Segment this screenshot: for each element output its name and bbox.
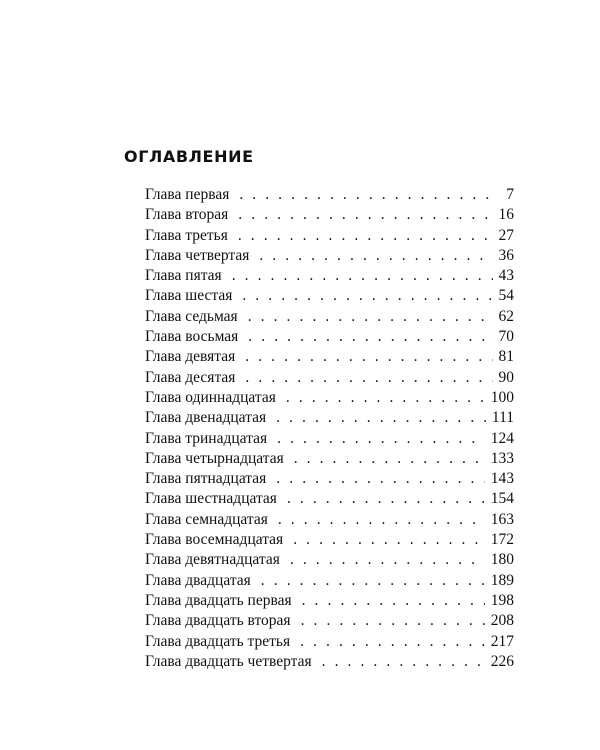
toc-entry-page: 217	[490, 632, 514, 650]
toc-entry-page: 70	[498, 328, 514, 346]
toc-dot-leader	[300, 632, 485, 652]
toc-entry	[145, 226, 514, 246]
toc-entry-page: 16	[498, 206, 514, 224]
toc-dot-leader	[276, 469, 484, 489]
toc-entry	[145, 327, 514, 347]
toc-entry-title: Глава двадцать вторая	[145, 612, 291, 630]
toc-dot-leader	[238, 205, 492, 225]
toc-entry-page: 189	[490, 571, 514, 589]
toc-entry-title: Глава двенадцатая	[145, 409, 267, 427]
toc-entry	[145, 429, 514, 449]
toc-dot-leader	[239, 185, 498, 205]
toc-entry	[145, 368, 514, 388]
toc-entry-page: 43	[498, 267, 514, 285]
toc-dot-leader	[248, 307, 493, 327]
toc-entry	[145, 449, 514, 469]
toc-entry	[145, 388, 514, 408]
toc-entry-page: 208	[490, 612, 514, 630]
toc-entry-page: 27	[498, 226, 514, 244]
toc-entry-page: 172	[490, 531, 514, 549]
toc-dot-leader	[276, 408, 486, 428]
toc-dot-leader	[322, 652, 485, 672]
toc-heading: ОГЛАВЛЕНИЕ	[124, 147, 254, 166]
toc-entry	[145, 246, 514, 266]
toc-entry-page: 54	[498, 287, 514, 305]
toc-entry	[145, 489, 514, 509]
toc-entry	[145, 185, 514, 205]
toc-entry	[145, 286, 514, 306]
toc-entry-title: Глава первая	[145, 186, 230, 203]
toc-entry-page: 180	[490, 551, 514, 569]
toc-entry-title: Глава одиннадцатая	[145, 388, 276, 406]
toc-entry-title: Глава тринадцатая	[145, 429, 268, 447]
toc-entry-page: 133	[490, 449, 514, 467]
toc-entry-title: Глава четырнадцатая	[145, 449, 284, 467]
toc-dot-leader	[286, 388, 485, 408]
toc-entry-title: Глава шестнадцатая	[145, 490, 277, 508]
toc-dot-leader	[245, 347, 492, 367]
toc-entry-title: Глава семнадцатая	[145, 510, 268, 528]
toc-dot-leader	[242, 286, 492, 306]
toc-entry-title: Глава восьмая	[145, 328, 239, 346]
toc-entry-title: Глава девятнадцатая	[145, 551, 280, 569]
toc-entry-page: 143	[490, 470, 514, 488]
toc-dot-leader	[294, 449, 485, 469]
toc-entry-page: 100	[490, 388, 514, 406]
toc-entry	[145, 591, 514, 611]
toc-entry	[145, 550, 514, 570]
toc-entry	[145, 611, 514, 631]
toc-entry	[145, 469, 514, 489]
toc-entry	[145, 652, 514, 672]
toc-entry-page: 226	[490, 652, 514, 670]
toc-dot-leader	[287, 489, 485, 509]
toc-entry	[145, 307, 514, 327]
toc-entry-page: 90	[498, 368, 514, 386]
toc-dot-leader	[259, 246, 492, 266]
toc-entry-title: Глава шестая	[145, 287, 233, 305]
toc-entry-title: Глава двадцатая	[145, 571, 251, 589]
toc-dot-leader	[290, 550, 485, 570]
toc-entry-title: Глава двадцать третья	[145, 632, 291, 650]
toc-entry-page: 154	[490, 490, 514, 508]
toc-entry	[145, 632, 514, 652]
toc-entry-page: 81	[498, 348, 514, 366]
toc-dot-leader	[277, 429, 485, 449]
toc-entry-title: Глава десятая	[145, 368, 236, 386]
toc-dot-leader	[248, 327, 492, 347]
toc-entry	[145, 510, 514, 530]
toc-entry-title: Глава вторая	[145, 206, 229, 224]
toc-entry	[145, 530, 514, 550]
toc-entry-page: 36	[498, 246, 514, 264]
toc-entry-page: 62	[498, 307, 514, 325]
toc-entry	[145, 571, 514, 591]
toc-dot-leader	[293, 530, 485, 550]
toc-entry-title: Глава девятая	[145, 348, 236, 366]
toc-entry-page: 163	[490, 510, 514, 528]
toc-dot-leader	[261, 571, 485, 591]
toc-entry-page: 7	[506, 186, 514, 203]
toc-entry	[145, 408, 514, 428]
toc-entry-page: 198	[490, 591, 514, 609]
toc-entry-page: 124	[490, 429, 514, 447]
toc-entry	[145, 347, 514, 367]
toc-entry-title: Глава пятая	[145, 267, 222, 285]
toc-dot-leader	[238, 226, 493, 246]
toc-entry-title: Глава пятнадцатая	[145, 470, 267, 488]
toc-entry	[145, 266, 514, 286]
toc-dot-leader	[232, 266, 493, 286]
toc-entry-page: 111	[491, 409, 514, 427]
toc-entry-title: Глава третья	[145, 226, 228, 244]
toc-list	[145, 185, 514, 672]
toc-entry-title: Глава двадцать первая	[145, 591, 292, 609]
toc-entry-title: Глава двадцать четвертая	[145, 652, 312, 670]
toc-entry	[145, 205, 514, 225]
toc-dot-leader	[278, 510, 485, 530]
toc-entry-title: Глава восемнадцатая	[145, 531, 284, 549]
toc-dot-leader	[302, 591, 485, 611]
toc-dot-leader	[245, 368, 492, 388]
toc-entry-title: Глава четвертая	[145, 246, 250, 264]
toc-entry-title: Глава седьмая	[145, 307, 238, 325]
toc-dot-leader	[301, 611, 485, 631]
